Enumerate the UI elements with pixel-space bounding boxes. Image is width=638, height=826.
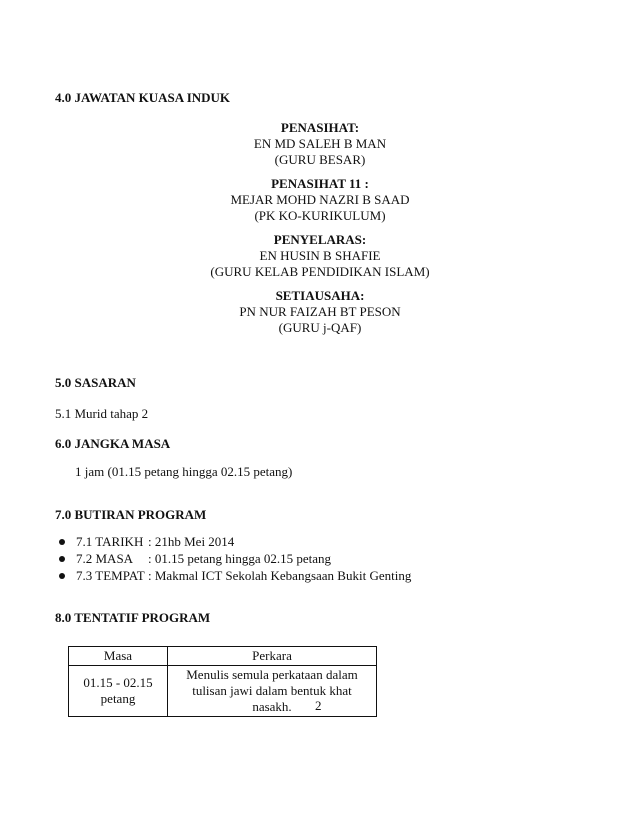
role-title-penasihat: PENASIHAT: — [280, 120, 360, 135]
page-number: 2 — [315, 698, 322, 713]
butiran-value-masa: : 01.15 petang hingga 02.15 petang — [148, 551, 332, 566]
role-title-penyelaras: PENYELARAS: — [273, 232, 367, 247]
tentatif-table — [68, 646, 377, 717]
section-4-heading: 4.0 JAWATAN KUASA INDUK — [55, 90, 231, 105]
sasaran-item: 5.1 Murid tahap 2 — [55, 406, 149, 421]
role-position-penasihat: (GURU BESAR) — [274, 152, 366, 167]
section-8-heading: 8.0 TENTATIF PROGRAM — [55, 610, 211, 625]
role-title-penasihat-11: PENASIHAT 11 : — [271, 176, 369, 191]
masa-line-1: 01.15 - 02.15 — [83, 675, 153, 690]
role-position-setiausaha: (GURU j-QAF) — [278, 320, 362, 335]
perkara-line-1: Menulis semula perkataan dalam — [186, 667, 358, 682]
masa-line-2: petang — [100, 691, 136, 706]
jangka-masa-text: 1 jam (01.15 petang hingga 02.15 petang) — [75, 464, 293, 479]
role-position-penasihat-11: (PK KO-KURIKULUM) — [254, 208, 386, 223]
bullet-icon — [59, 573, 65, 579]
bullet-icon — [59, 556, 65, 562]
table-header-perkara: Perkara — [168, 647, 377, 666]
role-name-penyelaras: EN HUSIN B SHAFIE — [259, 248, 381, 263]
role-name-penasihat: EN MD SALEH B MAN — [253, 136, 387, 151]
butiran-value-tarikh: : 21hb Mei 2014 — [148, 534, 235, 549]
role-name-setiausaha: PN NUR FAIZAH BT PESON — [239, 304, 401, 319]
butiran-label-tarikh: 7.1 TARIKH — [76, 534, 144, 549]
section-6-heading: 6.0 JANGKA MASA — [55, 436, 171, 451]
perkara-line-2: tulisan jawi dalam bentuk khat nasakh. — [192, 683, 352, 714]
butiran-value-tempat: : Makmal ICT Sekolah Kebangsaan Bukit Genting — [148, 568, 412, 583]
table-cell-perkara — [168, 666, 377, 717]
table-header-row — [69, 647, 377, 666]
section-5-heading: 5.0 SASARAN — [55, 375, 136, 390]
table-cell-masa — [69, 666, 168, 717]
table-header-masa: Masa — [69, 647, 168, 666]
role-title-setiausaha: SETIAUSAHA: — [275, 288, 365, 303]
table-row — [69, 666, 377, 717]
butiran-label-tempat: 7.3 TEMPAT — [76, 568, 145, 583]
bullet-icon — [59, 539, 65, 545]
section-7-heading: 7.0 BUTIRAN PROGRAM — [55, 507, 207, 522]
butiran-label-masa: 7.2 MASA — [76, 551, 134, 566]
role-position-penyelaras: (GURU KELAB PENDIDIKAN ISLAM) — [210, 264, 430, 279]
role-name-penasihat-11: MEJAR MOHD NAZRI B SAAD — [230, 192, 410, 207]
